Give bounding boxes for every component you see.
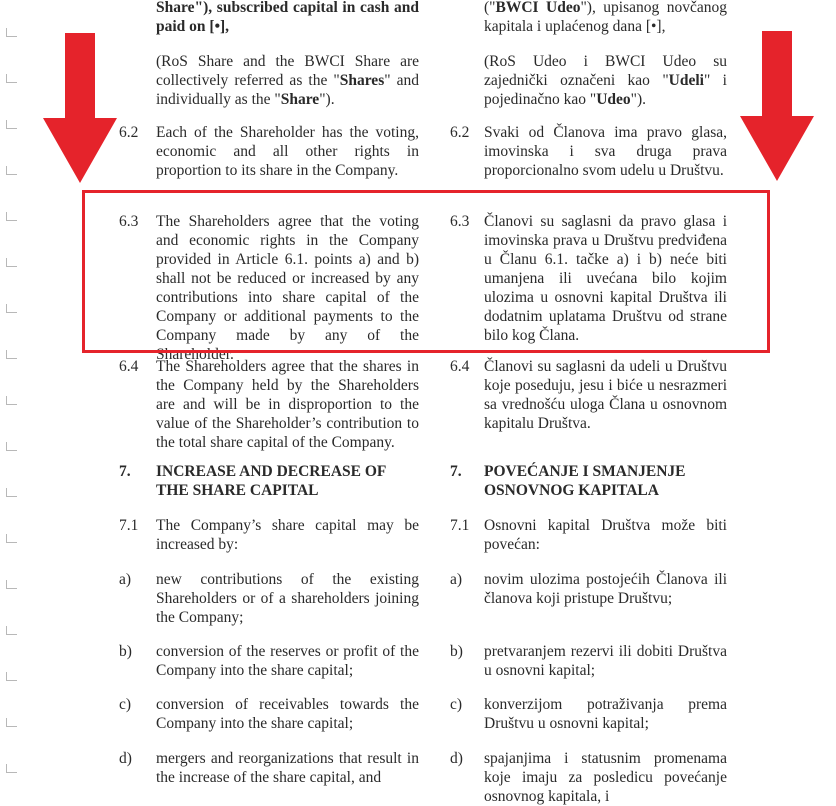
right-item-label-d: d) <box>450 750 463 767</box>
left-item-c: conversion of receivables towards the Company into the share capital; <box>156 696 419 732</box>
binder-tick <box>6 350 17 359</box>
right-clause-number-6-2: 6.2 <box>450 124 470 141</box>
binder-tick <box>6 166 17 175</box>
right-clause-number-7-1: 7.1 <box>450 517 470 534</box>
binder-tick <box>6 258 17 267</box>
binder-tick <box>6 304 17 313</box>
left-item-b: conversion of the reserves or profit of the Company into the share capital; <box>156 643 419 679</box>
right-section-heading-7: POVEĆANJE I SMANJENJE OSNOVNOG KAPITALA <box>484 463 686 499</box>
binder-tick <box>6 534 17 543</box>
right-section-number-7: 7. <box>450 463 462 480</box>
left-clause-number-6-3: 6.3 <box>119 213 139 230</box>
left-clause-6-2: Each of the Shareholder has the voting, economic and all other rights in proportion to its share in the Company. <box>156 124 419 179</box>
arrow-down-icon <box>740 31 814 181</box>
left-clause-6-3: The Shareholders agree that the voting and economic rights in the Company provided in Article 6.1. points a) and b) shall not be reduced or increased by any contributions into share capital of the Company or additional payments to the Company made by any of the Shareholder. <box>156 213 419 363</box>
right-clause-6-3: Članovi su saglasni da pravo glasa i imovinska prava u Društvu predviđena u Članu 6.1. tačke a) i b) neće biti umanjena ili uvećana bilo kojim ulozima u osnovni kapital Društva ili dodatnim uplatama Društvu od strane bilo kog Člana. <box>484 213 727 344</box>
left-share-intro: Share"), subscribed capital in cash and paid on [•], <box>156 0 419 35</box>
left-item-label-a: a) <box>119 571 132 588</box>
left-clause-number-7-1: 7.1 <box>119 517 139 534</box>
left-item-label-d: d) <box>119 750 132 767</box>
right-item-label-b: b) <box>450 643 463 660</box>
right-clause-7-1: Osnovni kapital Društva može biti povećan: <box>484 517 727 553</box>
binder-tick <box>6 120 17 129</box>
binder-tick <box>6 718 17 727</box>
left-clause-number-6-2: 6.2 <box>119 124 139 141</box>
binder-tick <box>6 396 17 405</box>
binder-tick <box>6 488 17 497</box>
binder-edge <box>0 0 22 800</box>
left-item-a: new contributions of the existing Shareholders or of a shareholders joining the Company; <box>156 571 419 626</box>
binder-tick <box>6 672 17 681</box>
binder-tick <box>6 442 17 451</box>
left-clause-number-6-4: 6.4 <box>119 358 139 375</box>
right-clause-6-2: Svaki od Članova ima pravo glasa, imovinska i sva druga prava proporcionalno svom udelu u Društvu. <box>484 124 727 179</box>
binder-tick <box>6 764 17 773</box>
left-section-number-7: 7. <box>119 463 131 480</box>
binder-tick <box>6 74 17 83</box>
right-clause-number-6-4: 6.4 <box>450 358 470 375</box>
left-item-label-c: c) <box>119 696 132 713</box>
right-item-a: novim ulozima postojećih Članova ili članova koji pristupe Društvu; <box>484 571 727 607</box>
right-share-intro: ("BWCI Udeo"), upisanog novčanog kapitala i uplaćenog dana [•], <box>484 0 728 35</box>
left-section-heading-7: INCREASE AND DECREASE OF THE SHARE CAPITAL <box>156 463 386 499</box>
right-clause-6-4: Članovi su saglasni da udeli u Društvu koje poseduju, jesu i biće u nesrazmeri sa vrednošću uloga Člana u osnovnom kapitalu Društva. <box>484 358 727 432</box>
binder-tick <box>6 28 17 37</box>
right-item-label-a: a) <box>450 571 463 588</box>
left-clause-6-4: The Shareholders agree that the shares in the Company held by the Shareholders are and will be in disproportion to the value of the Shareholder’s contribution to the total share capital of the Company. <box>156 358 419 451</box>
left-item-label-b: b) <box>119 643 132 660</box>
right-clause-number-6-3: 6.3 <box>450 213 470 230</box>
right-item-c: konverzijom potraživanja prema Društvu u osnovni kapital; <box>484 696 727 732</box>
binder-tick <box>6 212 17 221</box>
arrow-down-icon <box>43 33 117 183</box>
right-item-d: spajanjima i statusnim promenama koje imaju za posledicu povećanje osnovnog kapitala, i <box>484 750 727 805</box>
highlight-box <box>82 190 770 353</box>
right-shares-definition: (RoS Udeo i BWCI Udeo su zajednički označeni kao "Udeli" i pojedinačno kao "Udeo"). <box>484 53 727 108</box>
binder-tick <box>6 580 17 589</box>
left-shares-definition: (RoS Share and the BWCI Share are collectively referred as the "Shares" and individually as the "Share"). <box>156 53 419 108</box>
right-item-label-c: c) <box>450 696 463 713</box>
right-item-b: pretvaranjem rezervi ili dobiti Društva u osnovni kapital; <box>484 643 727 679</box>
left-clause-7-1: The Company’s share capital may be increased by: <box>156 517 419 553</box>
binder-tick <box>6 626 17 635</box>
left-item-d: mergers and reorganizations that result in the increase of the share capital, and <box>156 750 419 786</box>
